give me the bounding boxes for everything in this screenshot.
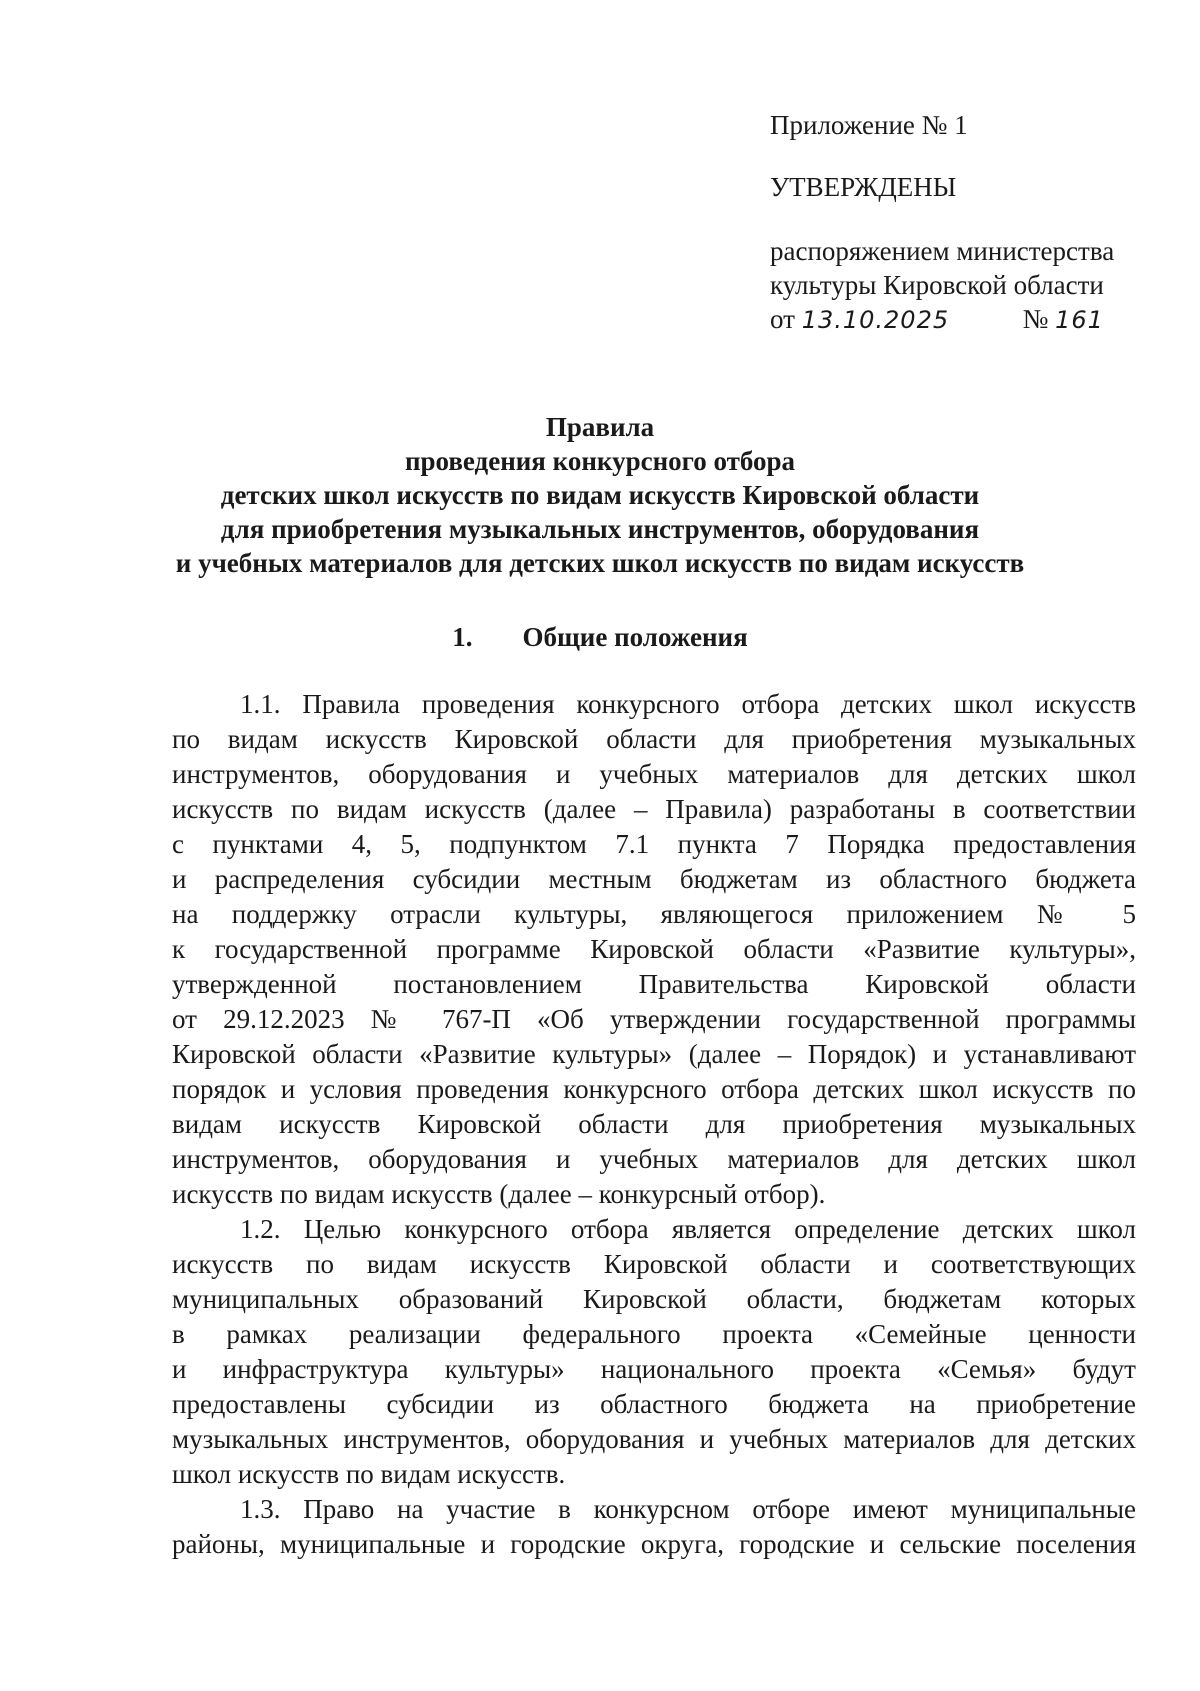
- handwritten-number: 161: [1055, 306, 1104, 334]
- appendix-number: Приложение № 1: [770, 110, 968, 140]
- approved-by-line-1: распоряжением министерства: [770, 236, 1115, 266]
- title-line: для приобретения музыкальных инструментов, оборудования: [220, 514, 980, 544]
- paragraph-line: искусств по видам искусств (далее – конкурсный отбор).: [172, 1179, 826, 1209]
- paragraph-line: 1.3. Право на участие в конкурсном отборе имеют муниципальные: [240, 1494, 1136, 1524]
- section-title: Общие положения: [522, 622, 748, 652]
- section-number: 1.: [452, 622, 473, 652]
- paragraph-line: предоставлены субсидии из областного бюджета на приобретение: [172, 1389, 1136, 1419]
- body-text: [172, 687, 1136, 1562]
- paragraph-line: искусств по видам искусств Кировской области и соответствующих: [172, 1249, 1136, 1279]
- paragraph: [172, 687, 1136, 1212]
- paragraph-line: с пунктами 4, 5, подпунктом 7.1 пункта 7 Порядка предоставления: [172, 829, 1136, 859]
- paragraph-line: искусств по видам искусств (далее – Правила) разработаны в соответствии: [172, 794, 1136, 824]
- paragraph-line: в рамках реализации федерального проекта «Семейные ценности: [172, 1319, 1136, 1349]
- section-heading: [150, 620, 1050, 654]
- paragraph-line: 1.2. Целью конкурсного отбора является определение детских школ: [240, 1214, 1136, 1244]
- paragraph-line: и распределения субсидии местным бюджетам из областного бюджета: [172, 864, 1136, 894]
- paragraph-line: Кировской области «Развитие культуры» (далее – Порядок) и устанавливают: [172, 1039, 1136, 1069]
- date-prefix: от: [770, 304, 795, 334]
- approved-by-line-2: культуры Кировской области: [770, 270, 1104, 300]
- paragraph-line: видам искусств Кировской области для приобретения музыкальных: [172, 1109, 1136, 1139]
- paragraph-line: школ искусств по видам искусств.: [172, 1459, 566, 1489]
- paragraph-line: утвержденной постановлением Правительства Кировской области: [172, 969, 1136, 999]
- paragraph-line: инструментов, оборудования и учебных материалов для детских школ: [172, 759, 1136, 789]
- approval-date-line: [770, 302, 1150, 337]
- paragraph: [172, 1212, 1136, 1492]
- paragraph-line: инструментов, оборудования и учебных материалов для детских школ: [172, 1144, 1136, 1174]
- paragraph-line: и инфраструктура культуры» национального проекта «Семья» будут: [172, 1354, 1136, 1384]
- paragraph-line: музыкальных инструментов, оборудования и учебных материалов для детских: [172, 1424, 1136, 1454]
- paragraph: [172, 1492, 1136, 1562]
- approved-label: УТВЕРЖДЕНЫ: [770, 172, 957, 202]
- paragraph-line: от 29.12.2023 № 767-П «Об утверждении государственной программы: [172, 1004, 1136, 1034]
- paragraph-line: районы, муниципальные и городские округа, городские и сельские поселения: [172, 1529, 1136, 1559]
- paragraph-line: по видам искусств Кировской области для приобретения музыкальных: [172, 724, 1136, 754]
- handwritten-date: 13.10.2025: [801, 306, 950, 334]
- paragraph-line: муниципальных образований Кировской области, бюджетам которых: [172, 1284, 1136, 1314]
- title-line: и учебных материалов для детских школ искусств по видам искусств: [175, 548, 1025, 578]
- title-line: детских школ искусств по видам искусств Кировской области: [220, 480, 980, 510]
- paragraph-line: на поддержку отрасли культуры, являющегося приложением № 5: [172, 899, 1136, 929]
- number-prefix: №: [1022, 304, 1049, 334]
- paragraph-line: порядок и условия проведения конкурсного отбора детских школ искусств по: [172, 1074, 1136, 1104]
- paragraph-line: 1.1. Правила проведения конкурсного отбора детских школ искусств: [240, 689, 1136, 719]
- paragraph-line: к государственной программе Кировской области «Развитие культуры»,: [172, 934, 1136, 964]
- title-line: проведения конкурсного отбора: [404, 446, 796, 476]
- approval-stamp-block: [770, 108, 1150, 337]
- document-title: [150, 410, 1050, 580]
- title-line: Правила: [545, 412, 655, 442]
